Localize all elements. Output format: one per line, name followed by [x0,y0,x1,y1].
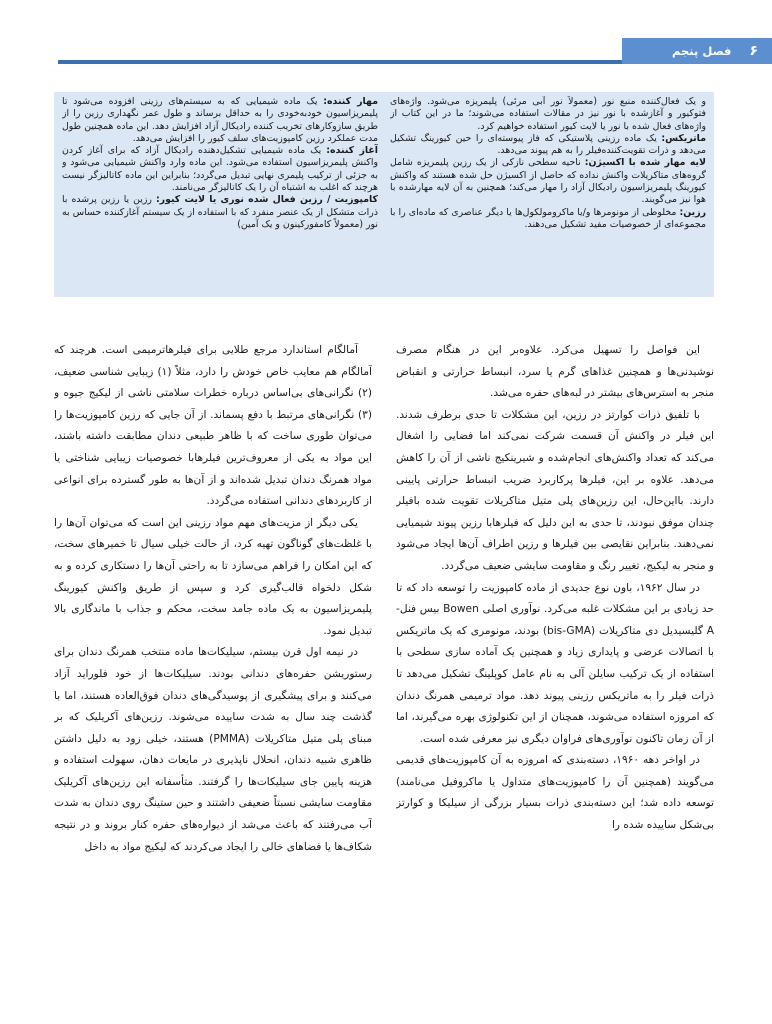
glossary-term: کامپوزیت / رزین فعال شده نوری یا لایت کیور: [155,194,378,206]
glossary-definition: رزین یا رزین پرشده با ذرات متشکل از یک عنصر منفرد که با استفاده از یک سیستم آغازکننده حساس به نور (معمولاً کامفورکینون و یک آمین) [62,194,378,230]
glossary-definition: ناحیه سطحی نازکی از یک رزین پلیمریزه شامل گروه‌های متاکریلات واکنش نداده که حاصل از اکسیژن حل شده هستند که واکنش کیورینگ پلیمریزاسیون رادیکال آزاد را مهار می‌کند؛ همچنین به آن لایه مهارشده با هوا نیز می‌گویند. [390,157,706,206]
page-number: ۶ [749,43,758,59]
glossary-term: آغاز کننده: [326,145,378,157]
body-column-left [396,340,714,980]
paragraph: در سال ۱۹۶۲، باون نوع جدیدی از ماده کامپوزیت را توسعه داد که تا حد زیادی بر این مشکلات غلبه می‌کرد. نوآوری اصلی Bowen بیس فنل-A گلیسیدیل دی متاکریلات (bis-GMA) بودند، مونومری که یک ماتریکس با اتصالات عرضی و پایداری زیاد و همچنین یک آماده سازی سطحی با استفاده از یک ترکیب سایلن آلی به نام عامل کوپلینگ تشکیل می‌دهد تا ذرات فیلر را به ماتریکس رزینی پیوند دهد. مواد ترمیمی همرنگ دندان که امروزه استفاده می‌شوند، همچنان از این تکنولوژی بهره می‌گیرند، اما از آن زمان تاکنون نوآوری‌های فراوان دیگری نیز معرفی شده است. [396,581,714,745]
chapter-title: فصل پنجم [672,44,732,58]
glossary-entry [62,145,378,194]
glossary-definition: یک ماده شیمیایی تشکیل‌دهنده رادیکال آزاد که برای آغاز کردن واکنش پلیمریزاسیون استفاده می‌شود. این ماده وارد واکنش شیمیایی می‌شود و به جزئی از ترکیب پلیمری نهایی تبدیل می‌گردد؛ بنابراین این ماده کاتالیزگر نیست هرچند که اغلب به اشتباه آن را یک کاتالیزگر می‌نامند. [62,145,378,194]
paragraph: یکی دیگر از مزیت‌های مهم مواد رزینی این است که می‌توان آن‌ها را با غلظت‌های گوناگون تهیه کرد، از حالت خیلی سیال تا خمیرهای سخت، که این امکان را فراهم می‌سازد تا به راحتی آن‌ها را دستکاری کرده و به شکل دلخواه قالب‌گیری کرد و سپس از طریق واکنش کیورینگ پلیمریزاسیون به یک ماده جامد سخت، محکم و جذاب با ماندگاری بالا تبدیل نمود. [54,516,372,637]
paragraph: در اواخر دهه ۱۹۶۰، دسته‌بندی که امروزه به آن کامپوزیت‌های قدیمی می‌گویند (همچنین آن را کامپوزیت‌های متداول یا ماکروفیل می‌نامند) توسعه داده شد؛ این دسته‌بندی ذرات بسیار بزرگی از سیلیکا و کوارتز بی‌شکل ساییده شده را [396,754,714,832]
chapter-header [622,38,772,64]
glossary-box [54,92,714,297]
glossary-column-right [62,96,378,293]
glossary-definition: و یک فعال‌کننده منبع نور (معمولاً نور آبی مرئی) پلیمریزه می‌شود. واژه‌های فتوکیور و آغازشده با نور نیز در مقالات استفاده می‌شوند؛ ما در این کتاب از واژه‌های فعال شده با نور یا لایت کیور استفاده خواهیم کرد. [390,96,706,132]
glossary-column-left [390,96,706,293]
paragraph: با تلفیق ذرات کوارتز در رزین، این مشکلات تا حدی برطرف شدند. این فیلر در واکنش آن قسمت شرکت نمی‌کند اما فضایی را اشغال می‌کند که تعداد واکنش‌های انجام‌شده و شیرینکیج ناشی از آن را کاهش می‌دهد. علاوه بر این، فیلرها پرکاربرد ضریب انبساط حرارتی پایینی دارند. بااین‌حال، این رزین‌های پلی متیل متاکریلات تقویت شده بافیلر چندان موفق نبودند، تا حدی به این دلیل که فیلرهابا رزین پیوند شیمیایی نمی‌دهند. بنابراین نقایصی بین فیلرها و رزین اطراف آن‌ها ایجاد می‌شود و منجر به لیکیج، تغییر رنگ و مقاومت سایشی ضعیف می‌گردد. [396,408,714,572]
glossary-term: مهار کننده: [323,96,378,107]
paragraph: در نیمه اول قرن بیستم، سیلیکات‌ها ماده منتخب همرنگ دندان برای رستوریشن حفره‌های دندانی بودند. سیلیکات‌ها از خود فلوراید آزاد می‌کنند و برای پیشگیری از پوسیدگی‌های دندان فوق‌العاده هستند، اما با گذشت چند سال به شدت ساییده می‌شوند. رزین‌های آکریلیک که بر مبنای پلی متیل متاکریلات (PMMA) هستند، خیلی زود به دلیل داشتن ظاهری شبیه دندان، انحلال ناپذیری در مایعات دهان، سهولت استفاده و هزینه پایین جای سیلیکات‌ها را گرفتند. متأسفانه این رزین‌های آکریلیک مقاومت سایشی نسبتاً ضعیفی داشتند و حین ستینگ روی دندان به شدت آب می‌رفتند که باعث می‌شد از دیواره‌های حفره کنار بروند و در نتیجه شکاف‌ها یا فضاهای خالی را ایجاد می‌کردند که لیکیج مواد به داخل [54,646,372,853]
glossary-definition: یک ماده رزینی پلاستیکی که فاز پیوسته‌ای را حین کیورینگ تشکیل می‌دهد و ذرات تقویت‌کننده‌فیلر را به هم پیوند می‌دهد. [390,132,706,157]
glossary-entry [390,96,706,133]
paragraph: این فواصل را تسهیل می‌کرد. علاوه‌بر این در هنگام مصرف نوشیدنی‌ها و همچنین غذاهای گرم یا سرد، انبساط حرارتی و انقباض منجر به استرس‌های بیشتر در لبه‌های حفره می‌شد. [396,344,714,400]
glossary-term: ماتریکس: [661,132,706,144]
glossary-entry [62,96,378,145]
glossary-definition: یک ماده شیمیایی که به سیستم‌های رزینی افزوده می‌شود تا پلیمریزاسیون خودبه‌خودی را به حداقل برساند و طول عمر نگهداری رزین را از طریق سازوکارهای تخریب کننده رادیکال آزاد افزایش دهد. این ماده همچنین طول مدت عملکرد رزین کامپوزیت‌های سلف کیور را افزایش می‌دهد. [62,96,378,144]
body-text [54,340,714,980]
paragraph: آمالگام استاندارد مرجع طلایی برای فیلرهاترمیمی است. هرچند که آمالگام هم معایب خاص خودش را دارد، مثلاً (۱) زیبایی شناسی ضعیف، (۲) نگرانی‌های بی‌اساس درباره خطرات سلامتی ناشی از لیکیج جیوه و (۳) نگرانی‌های مرتبط با دفع پسماند. از آن جایی که رزین کامپوزیت‌ها را می‌توان طوری ساخت که با ظاهر طبیعی دندان مطابقت داشته باشند، این مواد به یکی از معروف‌ترین فیلرهابا خصوصیات زیبایی شناختی یا مواد همرنگ دندان تبدیل شده‌اند و از آن‌ها به طور گسترده برای انواعی از کاربردهای دندانی استفاده می‌گردد. [54,344,372,508]
glossary-entry [390,207,706,232]
glossary-definition: مخلوطی از مونومرها و/یا ماکرومولکول‌ها یا دیگر عناصری که ماده‌ای را با مجموعه‌ای از خصوصیات مفید تشکیل می‌دهند. [390,206,706,230]
glossary-term: رزین: [679,206,706,218]
glossary-entry [62,194,378,231]
glossary-entry [390,157,706,206]
glossary-term: لایه مهار شده با اکسیژن: [584,157,706,169]
glossary-entry [390,133,706,158]
body-column-right [54,340,372,980]
